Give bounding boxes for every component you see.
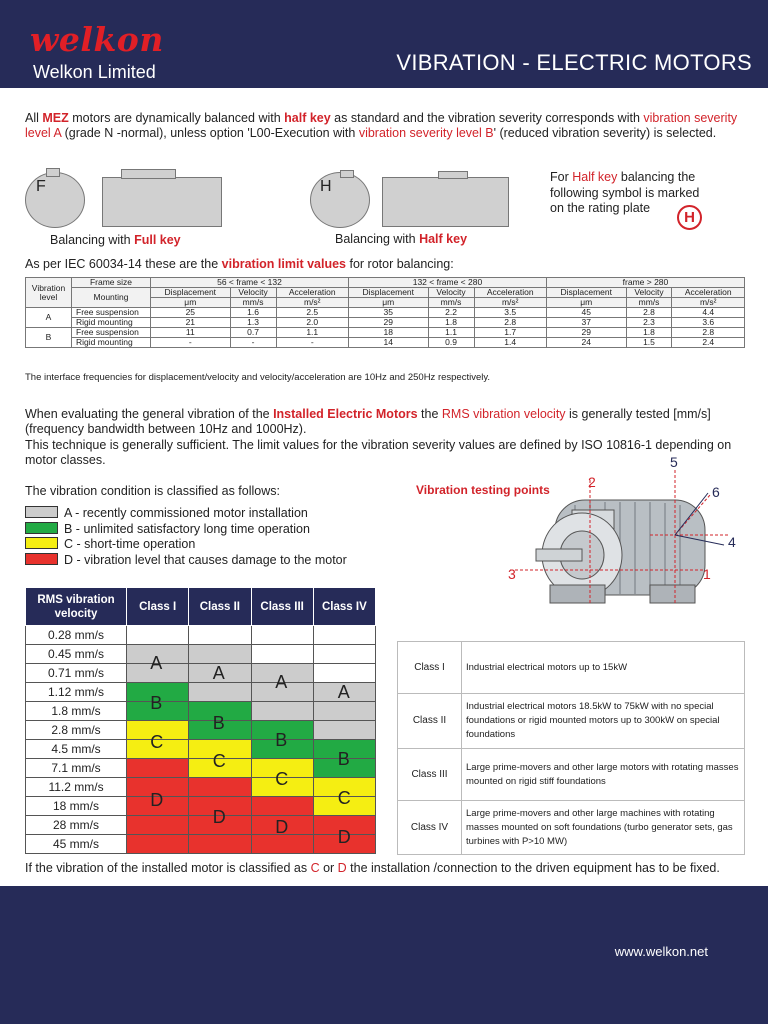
limit-value-cell: 2.8 — [672, 328, 745, 338]
rms-value-cell: 7.1 mm/s — [26, 759, 127, 778]
limit-value-cell: 3.5 — [474, 308, 546, 318]
limit-value-cell: 1.6 — [230, 308, 276, 318]
class-description-table — [397, 641, 745, 855]
testing-point-1: 1 — [703, 566, 711, 582]
unit: μm — [546, 298, 626, 308]
limit-value-cell: 1.4 — [474, 338, 546, 348]
mounting-cell: Free suspension — [72, 328, 151, 338]
class-table-row — [26, 664, 376, 683]
limit-value-cell: 2.8 — [474, 318, 546, 328]
grade-cell — [189, 626, 251, 645]
rms-value-cell: 11.2 mm/s — [26, 778, 127, 797]
limit-value-cell: 18 — [348, 328, 428, 338]
grade-label: C — [275, 768, 289, 789]
grade-cell — [189, 835, 251, 854]
limit-value-cell: 0.9 — [428, 338, 474, 348]
rms-value-cell: 0.71 mm/s — [26, 664, 127, 683]
class-name-cell: Class I — [398, 642, 462, 694]
iec-paragraph: As per IEC 60034-14 these are the vibration limit values for rotor balancing: — [25, 257, 454, 271]
rms-value-cell: 18 mm/s — [26, 797, 127, 816]
grade-label: B — [275, 730, 288, 751]
col-acceleration: Acceleration — [276, 288, 348, 298]
unit: m/s² — [672, 298, 745, 308]
limit-value-cell: 45 — [546, 308, 626, 318]
limit-value-cell: 3.6 — [672, 318, 745, 328]
limit-value-cell: 4.4 — [672, 308, 745, 318]
full-key-shaft-diagram — [102, 177, 222, 227]
limit-value-cell: 2.3 — [626, 318, 672, 328]
limit-row — [26, 318, 745, 328]
vibration-level-cell: B — [26, 328, 72, 348]
grade-cell — [313, 702, 375, 721]
h-symbol-badge: H — [677, 205, 702, 230]
grade-label: A — [150, 652, 163, 673]
limit-value-cell: 11 — [151, 328, 231, 338]
unit: mm/s — [428, 298, 474, 308]
condition-legend — [25, 506, 385, 568]
limit-value-cell: 1.1 — [428, 328, 474, 338]
grade-label: A — [337, 681, 350, 702]
rms-value-cell: 28 mm/s — [26, 816, 127, 835]
limit-value-cell: 1.8 — [428, 318, 474, 328]
unit: μm — [151, 298, 231, 308]
frame-group-3: frame > 280 — [546, 278, 744, 288]
page-title: VIBRATION - ELECTRIC MOTORS — [396, 50, 752, 75]
col-velocity: Velocity — [428, 288, 474, 298]
intro-paragraph: All MEZ motors are dynamically balanced with half key as standard and the vibration severity corresponds with vibration severity level A (grade N -normal), unless option 'L00-Execution with vibration severity level B' (reduced vibration severity) is selected. — [25, 111, 738, 140]
footer-bar — [0, 886, 768, 1024]
class-description-cell: Industrial electrical motors 18.5kW to 75kW with no special foundations or rigid mounted motors up to 300kW on special foundations — [462, 694, 745, 749]
limit-row — [26, 338, 745, 348]
rms-value-cell: 2.8 mm/s — [26, 721, 127, 740]
testing-point-2: 2 — [588, 474, 596, 490]
legend-swatch — [25, 537, 58, 549]
class-description-cell: Large prime-movers and other large machines with rotating masses mounted on soft foundations (turbo generator sets, gas turbines with P>10 MW) — [462, 801, 745, 855]
grade-cell — [127, 816, 189, 835]
rms-value-cell: 1.12 mm/s — [26, 683, 127, 702]
testing-point-5: 5 — [670, 455, 678, 470]
limit-value-cell: 2.8 — [626, 308, 672, 318]
col-displacement: Displacement — [348, 288, 428, 298]
col-displacement: Displacement — [546, 288, 626, 298]
website-link[interactable]: www.welkon.net — [614, 944, 708, 959]
limit-value-cell: 2.5 — [276, 308, 348, 318]
limit-value-cell: 21 — [151, 318, 231, 328]
limit-value-cell: 0.7 — [230, 328, 276, 338]
class-table-row — [26, 835, 376, 854]
class-table-row — [26, 645, 376, 664]
rms-value-cell: 0.28 mm/s — [26, 626, 127, 645]
class-description-row — [398, 749, 745, 801]
legend-item — [25, 506, 385, 522]
limit-value-cell: 29 — [348, 318, 428, 328]
frame-group-2: 132 < frame < 280 — [348, 278, 546, 288]
grade-cell — [251, 626, 313, 645]
grade-label: D — [150, 789, 164, 810]
grade-cell — [189, 645, 251, 664]
rms-value-cell: 45 mm/s — [26, 835, 127, 854]
limit-value-cell: 2.0 — [276, 318, 348, 328]
mounting-header: Mounting — [72, 288, 151, 308]
half-key-note: For Half key balancing the following symbol is marked on the rating plate — [550, 170, 700, 215]
half-key-letter: H — [320, 178, 332, 195]
limit-value-cell: 29 — [546, 328, 626, 338]
legend-item — [25, 553, 385, 569]
testing-point-3: 3 — [508, 566, 516, 582]
class-table-row — [26, 626, 376, 645]
mounting-cell: Free suspension — [72, 308, 151, 318]
legend-text: B - unlimited satisfactory long time operation — [64, 521, 310, 536]
class-table-row — [26, 721, 376, 740]
grade-label: A — [275, 672, 288, 693]
class-iv-header: Class IV — [313, 588, 375, 626]
legend-item — [25, 537, 385, 553]
class-description-cell: Large prime-movers and other large motors with rotating masses mounted on rigid stiff foundations — [462, 749, 745, 801]
testing-point-4: 4 — [728, 534, 736, 550]
vibration-limit-table — [25, 277, 745, 348]
limit-value-cell: 1.1 — [276, 328, 348, 338]
class-table-row — [26, 816, 376, 835]
class-table-row — [26, 778, 376, 797]
full-key-caption: Balancing with Full key — [50, 233, 181, 247]
limit-value-cell: 1.5 — [626, 338, 672, 348]
class-table-row — [26, 683, 376, 702]
class-ii-header: Class II — [189, 588, 251, 626]
grade-cell — [189, 683, 251, 702]
full-key-letter: F — [36, 178, 46, 195]
legend-text: D - vibration level that causes damage to the motor — [64, 552, 347, 567]
legend-swatch — [25, 522, 58, 534]
technique-paragraph: This technique is generally sufficient. The limit values for the vibration severity values are defined by ISO 10816-1 depending on motor classes. — [25, 438, 732, 467]
limit-value-cell: - — [151, 338, 231, 348]
testing-point-6: 6 — [712, 484, 720, 500]
grade-cell — [251, 702, 313, 721]
grade-label: C — [337, 788, 351, 809]
unit: μm — [348, 298, 428, 308]
grade-cell — [127, 759, 189, 778]
col-displacement: Displacement — [151, 288, 231, 298]
limit-value-cell: - — [230, 338, 276, 348]
unit: mm/s — [230, 298, 276, 308]
full-key-slot — [121, 169, 176, 179]
full-key-shape — [46, 168, 60, 177]
class-i-header: Class I — [127, 588, 189, 626]
unit: m/s² — [474, 298, 546, 308]
class-description-row — [398, 642, 745, 694]
class-description-row — [398, 801, 745, 855]
col-acceleration: Acceleration — [672, 288, 745, 298]
grade-label: D — [275, 817, 289, 837]
motor-foot — [550, 585, 605, 603]
limit-value-cell: 2.2 — [428, 308, 474, 318]
legend-swatch — [25, 506, 58, 518]
frame-group-1: 56 < frame < 132 — [151, 278, 349, 288]
grade-cell — [189, 778, 251, 797]
limit-value-cell: - — [276, 338, 348, 348]
class-name-cell: Class II — [398, 694, 462, 749]
legend-swatch — [25, 553, 58, 565]
grade-cell — [127, 626, 189, 645]
limit-value-cell: 37 — [546, 318, 626, 328]
mounting-cell: Rigid mounting — [72, 338, 151, 348]
grade-cell — [251, 645, 313, 664]
evaluating-paragraph: When evaluating the general vibration of the Installed Electric Motors the RMS vibration velocity is generally tested [mm/s] (frequency bandwidth between 10Hz and 1000Hz). — [25, 407, 711, 436]
grade-label: A — [212, 662, 225, 683]
fix-installation-note: If the vibration of the installed motor is classified as C or D the installation /connection to the driven equipment has to be fixed. — [25, 861, 720, 875]
vibration-level-cell: A — [26, 308, 72, 328]
header-bar — [0, 0, 768, 88]
grade-cell — [313, 626, 375, 645]
mounting-cell: Rigid mounting — [72, 318, 151, 328]
company-name: Welkon Limited — [33, 62, 156, 82]
vibration-level-header: Vibration level — [26, 278, 72, 308]
class-table-row — [26, 797, 376, 816]
limit-row — [26, 308, 745, 318]
rms-value-cell: 1.8 mm/s — [26, 702, 127, 721]
half-key-rotor-diagram — [310, 172, 370, 228]
grade-cell — [313, 721, 375, 740]
motor-foot — [650, 585, 695, 603]
class-table-row — [26, 702, 376, 721]
class-table-row — [26, 740, 376, 759]
vibration-class-table — [25, 587, 376, 854]
class-iii-header: Class III — [251, 588, 313, 626]
legend-text: C - short-time operation — [64, 537, 196, 551]
limit-value-cell: 14 — [348, 338, 428, 348]
col-acceleration: Acceleration — [474, 288, 546, 298]
limit-value-cell: 1.8 — [626, 328, 672, 338]
limit-value-cell: 25 — [151, 308, 231, 318]
class-table-row — [26, 759, 376, 778]
rms-value-cell: 4.5 mm/s — [26, 740, 127, 759]
legend-text: A - recently commissioned motor installation — [64, 506, 308, 520]
unit: mm/s — [626, 298, 672, 308]
half-key-caption: Balancing with Half key — [335, 232, 468, 246]
limit-value-cell: 2.4 — [672, 338, 745, 348]
grade-label: B — [212, 712, 225, 733]
grade-label: B — [337, 749, 350, 770]
grade-cell — [313, 645, 375, 664]
limit-value-cell: 24 — [546, 338, 626, 348]
frame-size-header: Frame size — [72, 278, 151, 288]
half-key-slot — [438, 171, 468, 179]
grade-label: C — [212, 751, 226, 772]
class-name-cell: Class IV — [398, 801, 462, 855]
logo: welkon — [30, 20, 164, 59]
limit-value-cell: 1.7 — [474, 328, 546, 338]
grade-cell — [127, 835, 189, 854]
rms-value-cell: 0.45 mm/s — [26, 645, 127, 664]
motor-shaft — [536, 549, 582, 561]
motor-illustration — [500, 455, 762, 615]
grade-label: D — [337, 826, 351, 847]
interface-frequency-note: The interface frequencies for displacement/velocity and velocity/acceleration are 10Hz and 250Hz respectively. — [25, 372, 491, 383]
class-description-row — [398, 694, 745, 749]
rms-velocity-header: RMS vibration velocity — [26, 588, 127, 626]
full-key-rotor-diagram — [25, 172, 85, 228]
col-velocity: Velocity — [626, 288, 672, 298]
grade-label: D — [212, 807, 226, 828]
half-key-shape — [340, 170, 354, 178]
legend-item — [25, 522, 385, 538]
class-name-cell: Class III — [398, 749, 462, 801]
limit-value-cell: 35 — [348, 308, 428, 318]
col-velocity: Velocity — [230, 288, 276, 298]
testing-points-title: Vibration testing points — [416, 483, 550, 497]
grade-cell — [313, 664, 375, 683]
limit-row — [26, 328, 745, 338]
half-key-shaft-diagram — [382, 177, 509, 227]
grade-label: B — [150, 693, 163, 714]
unit: m/s² — [276, 298, 348, 308]
classified-text: The vibration condition is classified as follows: — [25, 484, 280, 498]
grade-label: C — [150, 732, 164, 753]
grade-cell — [251, 797, 313, 816]
limit-value-cell: 1.3 — [230, 318, 276, 328]
class-description-cell: Industrial electrical motors up to 15kW — [462, 642, 745, 694]
